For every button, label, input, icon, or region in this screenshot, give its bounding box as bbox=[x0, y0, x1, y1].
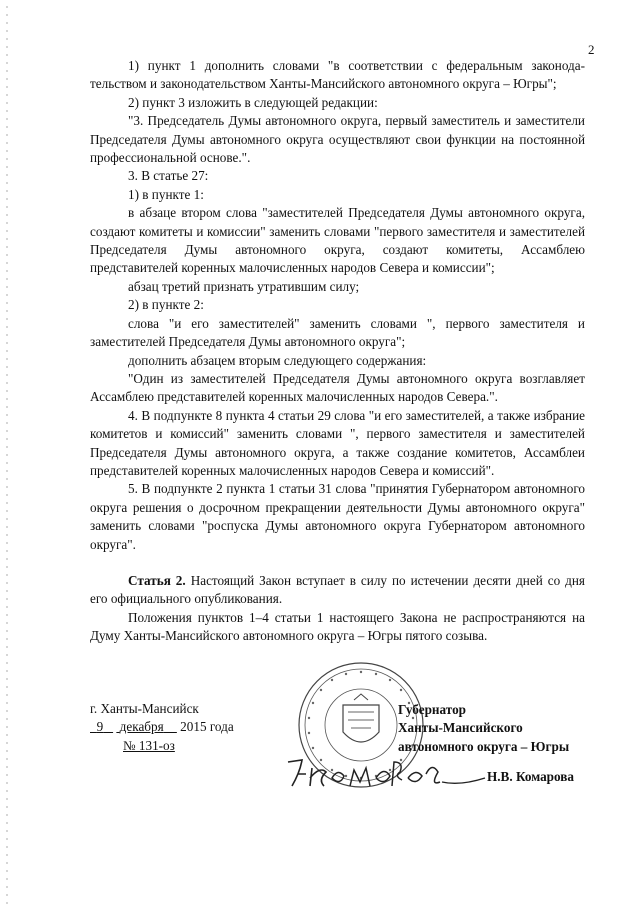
paragraph: 2) пункт 3 изложить в следующей редакции: bbox=[128, 94, 378, 110]
scan-margin-artifact bbox=[6, 0, 8, 905]
page-number: 2 bbox=[588, 42, 595, 57]
date-month: декабря bbox=[119, 719, 164, 735]
governor-title-line: автономного округа – Югры bbox=[398, 738, 570, 754]
date-day: 9 bbox=[96, 719, 104, 735]
paragraph: 4. В подпункте 8 пункта 4 статьи 29 слова "и его заместителей, а также избрание комитетов и комиссий" заменить словами ", первого заместителя и заместителей Председателя Думы автономного округа, а также создание комитетов, Ассамблеи представителей коренных малочисленных народов Севера и комиссий". bbox=[90, 407, 585, 478]
paragraph: 3. В статье 27: bbox=[128, 168, 209, 184]
date-year: 2015 года bbox=[180, 719, 234, 735]
paragraph: "3. Председатель Думы автономного округа, первый заместитель и заместители Председателя Думы автономного округа осуществляют свои функции на постоянной профессиональной основе.". bbox=[90, 113, 585, 166]
paragraph: абзац третий признать утратившим силу; bbox=[128, 278, 360, 294]
handwritten-signature bbox=[280, 752, 490, 797]
date-line bbox=[90, 718, 234, 736]
governor-title-line: Ханты-Мансийского bbox=[398, 720, 523, 736]
paragraph: дополнить абзацем вторым следующего содержания: bbox=[128, 352, 427, 368]
article-2-paragraph bbox=[90, 572, 585, 609]
paragraph: 1) в пункте 1: bbox=[128, 186, 204, 202]
paragraph: "Один из заместителей Председателя Думы автономного округа возглавляет Ассамблею представителей коренных малочисленных народов Севера.". bbox=[90, 370, 585, 405]
paragraph: слова "и его заместителей" заменить словами ", первого заместителя и заместителей Председателя Думы автономного округа"; bbox=[90, 315, 585, 350]
document-body bbox=[90, 57, 585, 646]
city: г. Ханты-Мансийск bbox=[90, 701, 199, 716]
law-number: № 131-оз bbox=[123, 737, 175, 753]
article-title: Статья 2. bbox=[128, 572, 186, 588]
governor-title-block bbox=[398, 701, 569, 756]
paragraph: в абзаце втором слова "заместителей Председателя Думы автономного округа, создают комитеты и комиссии" заменить словами "первого заместителя и заместителей Председателя Думы автономного округа, создают комитеты, Ассамблею представителей коренных малочисленных народов Севера и комиссии"; bbox=[90, 205, 585, 276]
paragraph: 5. В подпункте 2 пункта 1 статьи 31 слова "принятия Губернатором автономного округа решения о досрочном прекращении деятельности Думы автономного округа" заменить словами "роспуска Думы автономного округа Губернатором автономного округа". bbox=[90, 481, 585, 552]
article-text: Настоящий Закон вступает в силу по истечении десяти дней со дня его официального опубликования. bbox=[90, 572, 585, 607]
signoff-block bbox=[90, 700, 234, 755]
paragraph: Положения пунктов 1–4 статьи 1 настоящего Закона не распространяются на Думу Ханты-Мансийского автономного округа – Югры пятого созыва. bbox=[90, 609, 585, 644]
paragraph: 2) в пункте 2: bbox=[128, 297, 204, 313]
paragraph: 1) пункт 1 дополнить словами "в соответствии с федеральным законода-тельством и законодательством Ханты-Мансийского автономного округа – Югры"; bbox=[90, 58, 585, 92]
governor-title-line: Губернатор bbox=[398, 702, 466, 717]
governor-name: Н.В. Комарова bbox=[487, 769, 574, 784]
